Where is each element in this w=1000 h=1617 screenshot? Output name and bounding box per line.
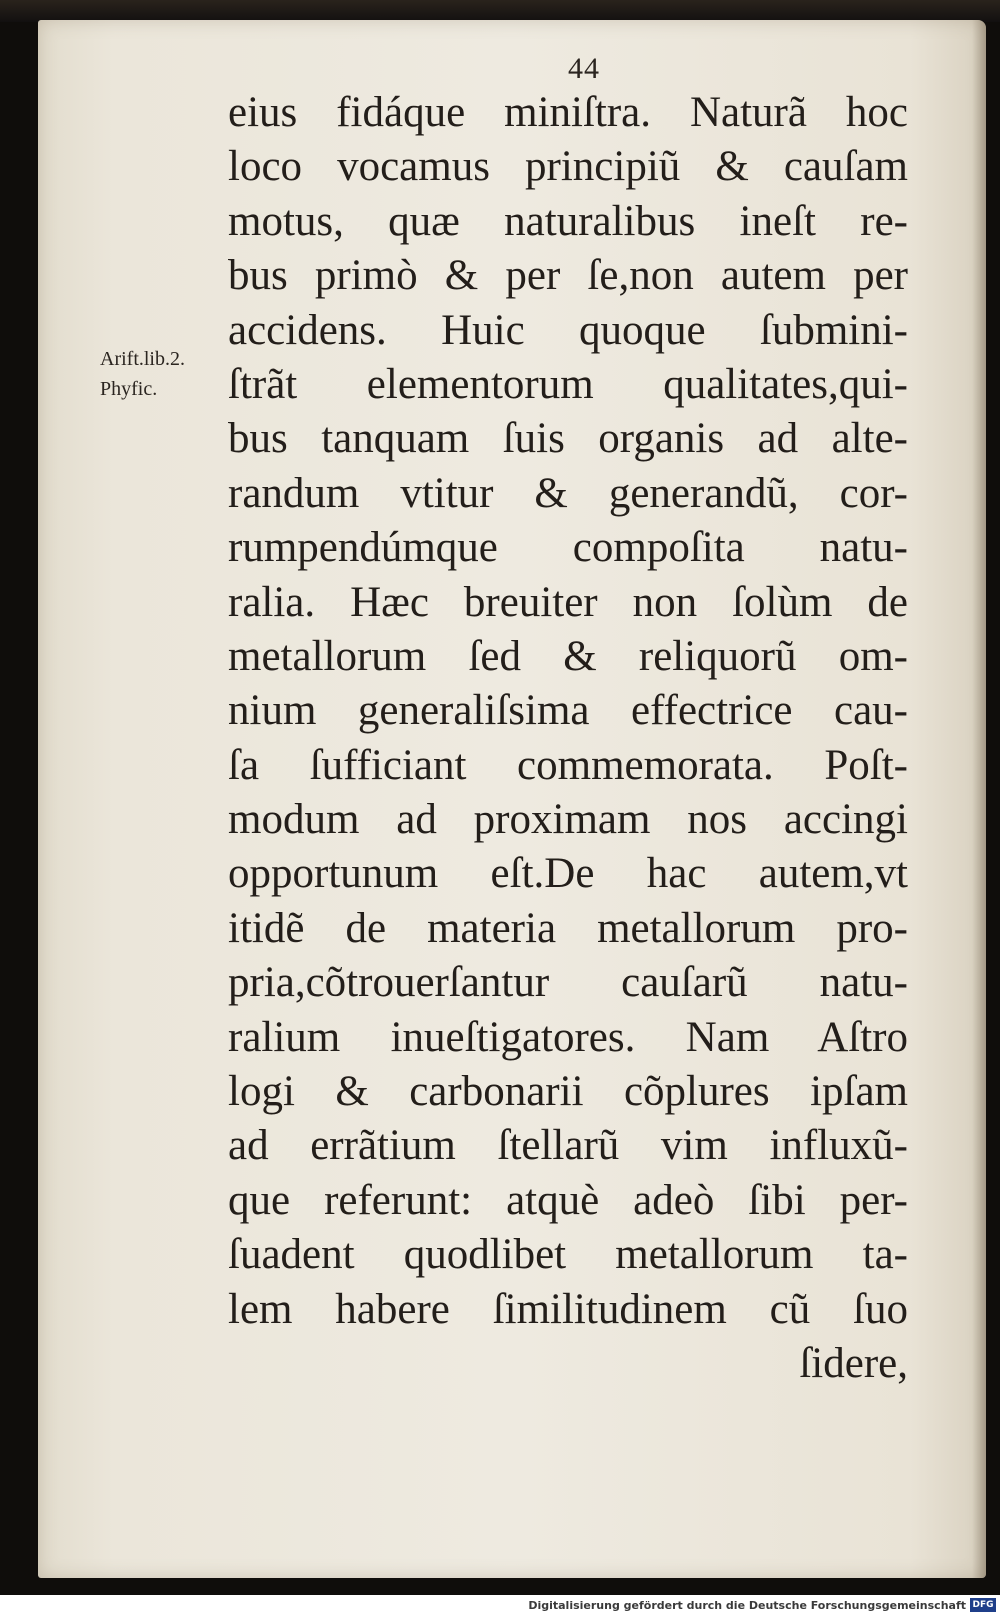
text-line: logi & carbonarii cõplures ipſam xyxy=(228,1068,908,1116)
text-line: ſtrãt elementorum qualitates,qui- xyxy=(228,360,908,408)
book-edge xyxy=(0,0,1000,22)
text-line: ſa ſufficiant commemorata. Poſt- xyxy=(228,741,908,789)
text-line: bus tanquam ſuis organis ad alte- xyxy=(228,415,908,463)
text-line: opportunum eſt.De hac autem,vt xyxy=(228,850,908,898)
text-line: lem habere ſimilitudinem cũ ſuo xyxy=(228,1285,908,1333)
text-line: ralia. Hæc breuiter non ſolùm de xyxy=(228,578,908,626)
footer-credit: Digitalisierung gefördert durch die Deutsche Forschungsgemeinschaft xyxy=(528,1599,966,1612)
marginal-note-line: Arift.lib.2. xyxy=(100,348,185,370)
text-line: randum vtitur & generandũ, cor- xyxy=(228,469,908,517)
text-line: ſuadent quodlibet metallorum ta- xyxy=(228,1231,908,1279)
page-number: 44 xyxy=(568,52,600,85)
text-line: ad errãtium ſtellarũ vim influxũ- xyxy=(228,1122,908,1170)
text-line: metallorum ſed & reliquorũ om- xyxy=(228,632,908,680)
marginal-note xyxy=(100,344,230,404)
text-line: motus, quæ naturalibus ineſt re- xyxy=(228,197,908,245)
text-line: accidens. Huic quoque ſubmini- xyxy=(228,306,908,354)
text-line: nium generaliſsima effectrice cau- xyxy=(228,687,908,735)
text-line: pria,cõtrouerſantur cauſarũ natu- xyxy=(228,959,908,1007)
text-line: rumpendúmque compoſita natu- xyxy=(228,524,908,572)
text-line: eius fidáque miniſtra. Naturã hoc xyxy=(228,89,908,136)
text-line: itidẽ de materia metallorum pro- xyxy=(228,904,908,952)
text-line: ralium inueſtigatores. Nam Aſtro xyxy=(228,1013,908,1061)
body-text xyxy=(228,86,908,1391)
page-edge-shadow xyxy=(972,20,986,1578)
text-line: que referunt: atquè adeò ſibi per- xyxy=(228,1176,908,1224)
catchword-line: ſidere, xyxy=(799,1339,908,1387)
text-line: loco vocamus principiũ & cauſam xyxy=(228,143,908,191)
dfg-logo: DFG xyxy=(970,1598,996,1612)
text-line: bus primò & per ſe,non autem per xyxy=(228,252,908,300)
text-line: modum ad proximam nos accingi xyxy=(228,796,908,844)
marginal-note-line: Phyfic. xyxy=(100,378,158,400)
